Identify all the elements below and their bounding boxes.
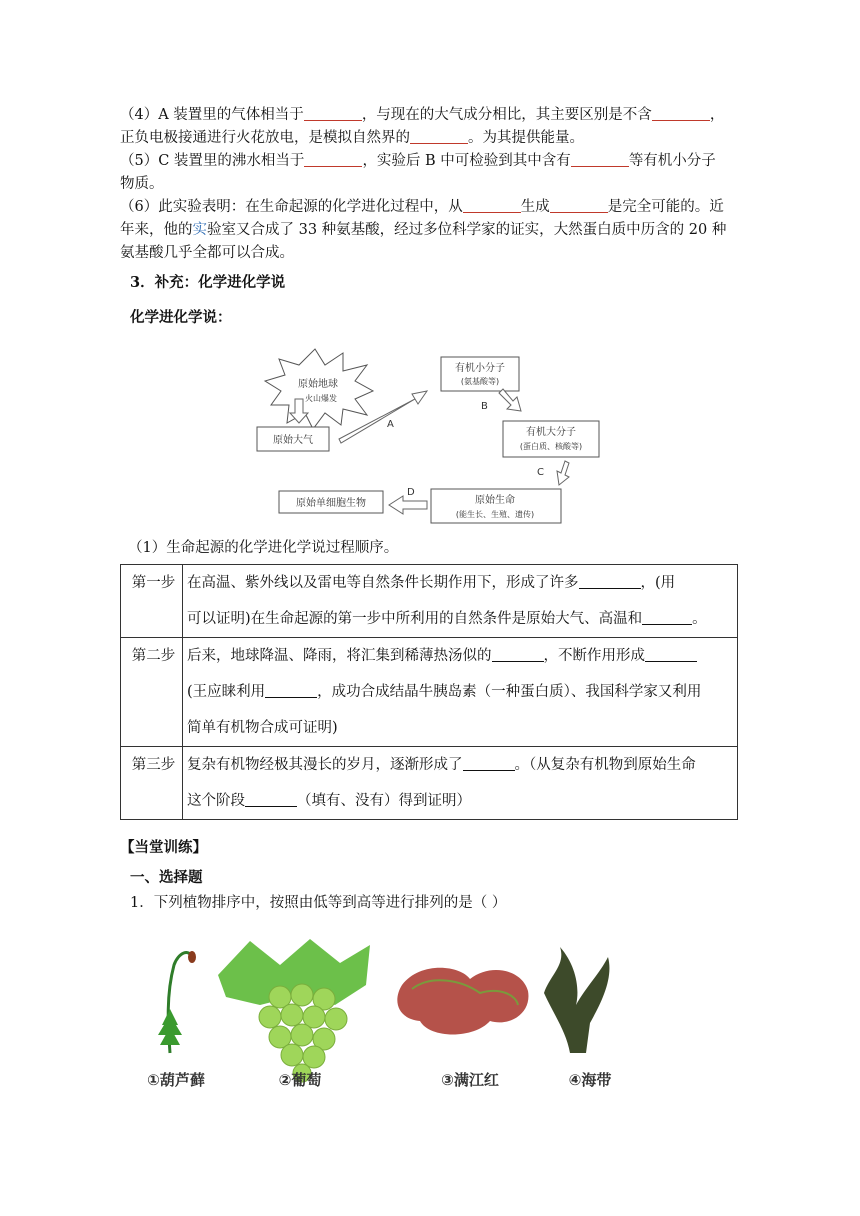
plant-caption-2: ②葡萄 — [278, 1071, 322, 1089]
question-5 — [120, 150, 740, 196]
plants-illustration — [130, 935, 640, 1090]
blank[interactable] — [304, 152, 362, 167]
question-4-line-2: 正负电极接通进行火花放电，是模拟自然界的 。为其提供能量。 — [120, 130, 584, 146]
box-primitive-atmosphere-label: 原始大气 — [273, 435, 313, 446]
blank[interactable] — [645, 647, 697, 662]
plant-caption-1: ①葫芦藓 — [147, 1071, 205, 1089]
practice-heading: 【当堂训练】 — [120, 839, 207, 856]
step-label: 第二步 — [121, 638, 183, 747]
arrow-b — [499, 389, 521, 411]
kelp-image — [544, 947, 609, 1053]
question-4-line-1: （4）A 装置里的气体相当于 ，与现在的大气成分相比，其主要区别是不含 ， — [120, 107, 725, 123]
box-small-label-1: 有机小分子 — [455, 363, 505, 374]
blank[interactable] — [550, 198, 608, 213]
table-row — [121, 565, 738, 638]
step-content: 后来，地球降温、降雨，将汇集到稀薄热汤似的 ，不断作用形成 (王应睐利用 ，成功合成结晶牛胰岛素（一种蛋白质）、我国科学家又利用 简单有机物合成可证明) — [183, 638, 738, 747]
chemical-evolution-diagram — [255, 347, 605, 525]
question-1: 1．下列植物排序中，按照由低等到高等进行排列的是（ ） — [130, 895, 507, 911]
star-label-2: 火山爆发 — [305, 394, 337, 403]
question-6-line-3: 氨基酸几乎全都可以合成。 — [120, 245, 294, 261]
box-large-label-1: 有机大分子 — [526, 427, 576, 438]
evolution-steps-table — [120, 564, 738, 820]
blank[interactable] — [410, 129, 468, 144]
question-5-line-1: （5）C 装置里的沸水相当于 ，实验后 B 中可检验到其中含有 等有机小分子 — [120, 153, 716, 169]
blank[interactable] — [571, 152, 629, 167]
box-life-label-2: (能生长、生殖、遗传) — [455, 510, 535, 519]
table-row — [121, 638, 738, 747]
step-content: 复杂有机物经极其漫长的岁月，逐渐形成了 。（从复杂有机物到原始生命 这个阶段 （填有、没有）得到证明） — [183, 747, 738, 820]
step-content: 在高温、紫外线以及雷电等自然条件长期作用下，形成了许多 ，(用 可以证明)在生命起源的第一步中所利用的自然条件是原始大气、高温和 。 — [183, 565, 738, 638]
blank[interactable] — [652, 106, 710, 121]
question-6-line-1: （6）此实验表明：在生命起源的化学进化过程中，从 生成 是完全可能的。近 — [120, 199, 724, 215]
box-large-label-2: (蛋白质、核酸等) — [519, 442, 583, 451]
question-1-intro: （1）生命起源的化学进化学说过程顺序。 — [128, 540, 399, 556]
blank[interactable] — [463, 756, 515, 771]
grape-image — [218, 939, 370, 1082]
azolla-image — [397, 968, 528, 1035]
plant-caption-3: ③满江红 — [441, 1071, 499, 1089]
blank[interactable] — [579, 574, 641, 589]
step-label: 第三步 — [121, 747, 183, 820]
blank[interactable] — [492, 647, 544, 662]
choice-heading: 一、选择题 — [130, 869, 203, 886]
label-c: C — [537, 467, 544, 478]
question-6 — [120, 196, 740, 265]
label-b: B — [481, 401, 488, 412]
blank[interactable] — [304, 106, 362, 121]
blank[interactable] — [463, 198, 521, 213]
box-small-label-2: (氨基酸等) — [460, 377, 500, 386]
blank[interactable] — [265, 683, 317, 698]
box-life-label-1: 原始生命 — [475, 495, 515, 506]
label-d: D — [407, 487, 415, 498]
blank[interactable] — [642, 610, 692, 625]
table-row — [121, 747, 738, 820]
question-6-line-2: 年来，他的实验室又合成了 33 种氨基酸，经过多位科学家的证实，大然蛋白质中历含的 20 种 — [120, 222, 727, 238]
section-3-heading: 3．补充：化学进化学说 — [130, 274, 286, 291]
question-5-line-2: 物质。 — [120, 176, 164, 192]
moss-image — [158, 951, 196, 1053]
question-4 — [120, 104, 740, 150]
plant-caption-4: ④海带 — [568, 1071, 612, 1089]
label-a: A — [387, 419, 394, 430]
step-label: 第一步 — [121, 565, 183, 638]
arrow-d — [389, 496, 427, 514]
arrow-c — [557, 461, 569, 485]
box-unicellular-label: 原始单细胞生物 — [296, 498, 366, 509]
blank[interactable] — [245, 792, 297, 807]
star-label-1: 原始地球 — [298, 379, 338, 390]
section-3-subheading: 化学进化学说： — [130, 309, 232, 326]
